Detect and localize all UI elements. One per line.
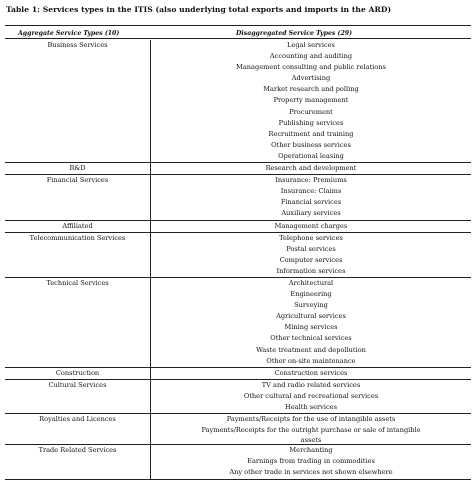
disaggregated-cell — [150, 233, 471, 277]
service-item: Advertising — [291, 74, 331, 83]
table-group-business — [5, 40, 471, 163]
aggregate-label: R&D — [69, 164, 86, 173]
service-item: Other on-site maintenance — [266, 356, 356, 365]
aggregate-cell — [5, 221, 150, 232]
service-item: Payments/Receipts for the use of intangible assets — [226, 415, 396, 424]
header-rule — [5, 38, 471, 39]
service-item: Postal services — [286, 244, 336, 253]
aggregate-cell — [5, 233, 150, 277]
aggregate-label: Royalties and Licences — [39, 415, 116, 424]
service-item: Merchanting — [289, 446, 333, 455]
column-header-aggregate: Aggregate Service Types (10) — [18, 30, 120, 37]
aggregate-label: Telecommunication Services — [29, 233, 126, 242]
disaggregated-cell — [150, 175, 471, 219]
aggregate-label: Affiliated — [62, 221, 93, 230]
table-group-trade — [5, 445, 471, 479]
service-item: Waste treatment and depollution — [256, 345, 366, 354]
aggregate-label: Construction — [55, 368, 100, 377]
disaggregated-cell — [150, 221, 471, 232]
service-item: TV and radio related services — [261, 380, 361, 389]
service-item: Other business services — [271, 140, 351, 149]
aggregate-cell — [5, 278, 150, 367]
service-item: Market research and polling — [263, 85, 359, 94]
aggregate-cell — [5, 414, 150, 444]
service-item: Research and development — [265, 164, 357, 173]
aggregate-cell — [5, 40, 150, 162]
aggregate-label: Business Services — [47, 41, 108, 49]
table-group-cultural — [5, 380, 471, 414]
column-header-disaggregated: Disaggregated Service Types (29) — [236, 30, 353, 37]
service-item: Health services — [285, 403, 337, 411]
table-group-financial — [5, 175, 471, 220]
table-title: Table 1: Services types in the ITIS (also underlying total exports and imports in the ARD) — [6, 5, 392, 14]
aggregate-cell — [5, 175, 150, 219]
disaggregated-cell — [150, 163, 471, 174]
aggregate-label: Financial Services — [46, 176, 109, 185]
service-item: Mining services — [284, 323, 338, 332]
aggregate-label: Cultural Services — [48, 380, 107, 389]
table-group-rd — [5, 163, 471, 175]
aggregate-cell — [5, 380, 150, 413]
service-item: Any other trade in services not shown elsewhere — [229, 468, 393, 477]
service-item: Auxiliary services — [281, 209, 341, 218]
service-item: Operational leasing — [278, 151, 344, 160]
disaggregated-cell — [150, 414, 471, 444]
disaggregated-cell — [150, 278, 471, 367]
service-item: Management consulting and public relations — [236, 63, 386, 72]
service-item: Payments/Receipts for the outright purchase or sale of intangible — [201, 426, 421, 435]
top-rule — [5, 25, 471, 26]
service-item: Insurance: Claims — [280, 187, 342, 196]
service-item: Engineering — [290, 290, 332, 299]
disaggregated-cell — [150, 40, 471, 162]
service-item: Publishing services — [278, 118, 344, 127]
aggregate-cell — [5, 163, 150, 174]
aggregate-cell — [5, 445, 150, 478]
service-item: Accounting and auditing — [269, 52, 353, 61]
aggregate-label: Technical Services — [46, 278, 109, 287]
service-item: Legal services — [287, 41, 335, 49]
disaggregated-cell — [150, 368, 471, 379]
disaggregated-cell — [150, 445, 471, 478]
service-item: Earnings from trading in commodities — [247, 457, 375, 466]
service-item: Financial services — [280, 198, 342, 207]
service-item: Recruitment and training — [268, 129, 354, 138]
service-item: Computer services — [279, 255, 343, 264]
aggregate-label: Trade Related Services — [38, 446, 117, 455]
service-item: assets — [300, 436, 322, 445]
table-group-technical — [5, 278, 471, 368]
aggregate-cell — [5, 368, 150, 379]
services-table — [5, 40, 471, 480]
table-group-construction — [5, 368, 471, 380]
table-group-royalties — [5, 414, 471, 445]
table-group-affiliated — [5, 221, 471, 233]
service-item: Telephone services — [279, 233, 343, 242]
service-item: Agricultural services — [276, 312, 346, 321]
disaggregated-cell — [150, 380, 471, 413]
service-item: Other cultural and recreational services — [243, 391, 379, 400]
service-item: Information services — [276, 266, 346, 275]
service-item: Insurance: Premiums — [275, 176, 347, 185]
service-item: Management charges — [274, 221, 348, 230]
table-group-telecommunication — [5, 233, 471, 278]
service-item: Procurement — [289, 107, 333, 116]
service-item: Other technical services — [270, 334, 352, 343]
service-item: Construction services — [274, 368, 348, 377]
service-item: Property management — [273, 96, 349, 105]
service-item: Surveying — [294, 301, 328, 310]
service-item: Architectural — [288, 278, 334, 287]
